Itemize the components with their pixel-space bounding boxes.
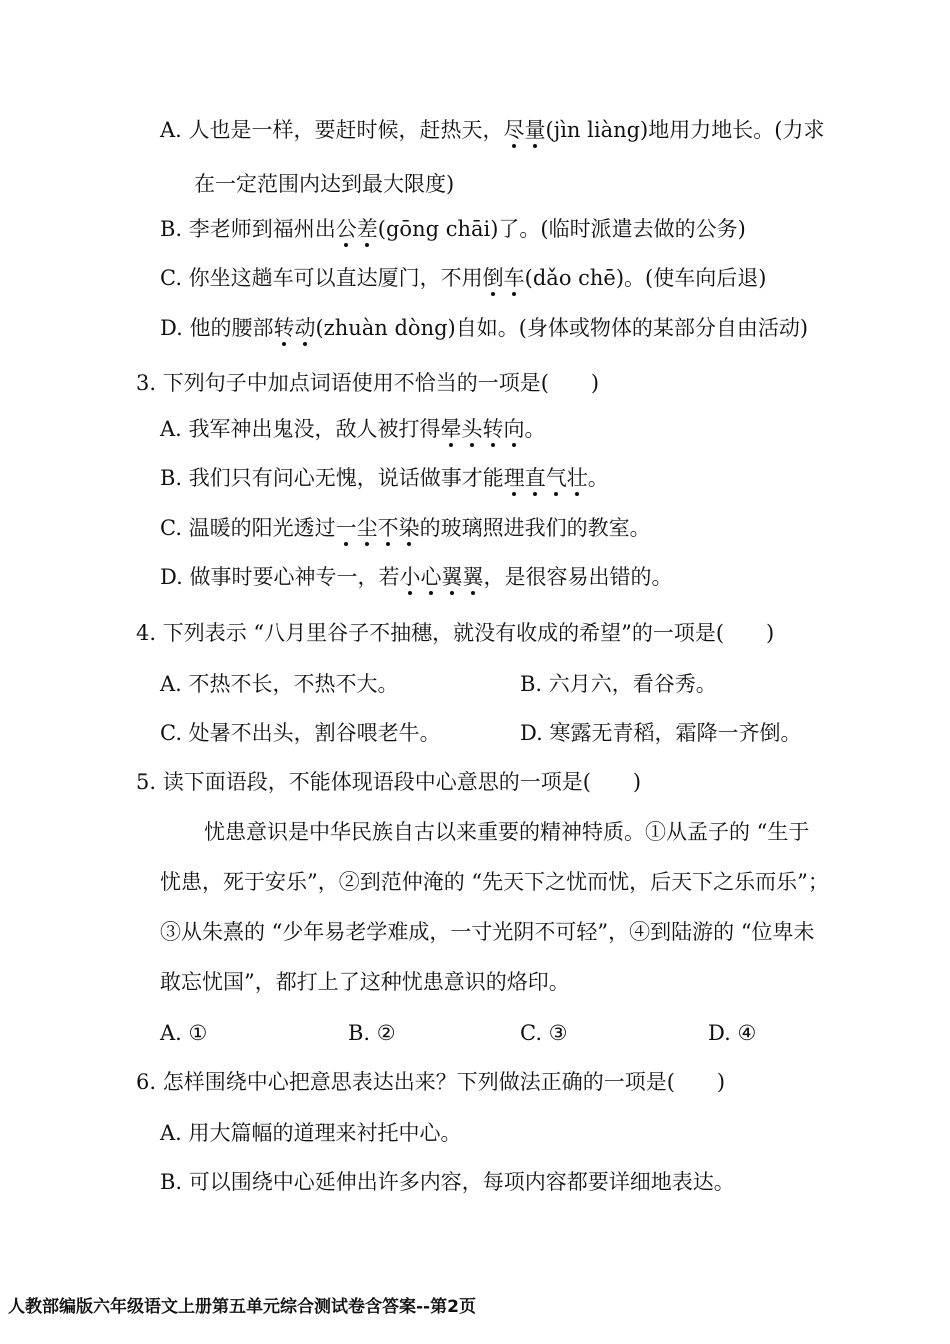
dotted-char: 壮 [566,466,588,490]
dotted-char: 染 [398,516,420,540]
q3-stem: 3. 下列句子中加点词语使用不恰当的一项是( ) [136,371,600,395]
dotted-char: 倒 [482,266,504,290]
dotted-char: 气 [545,466,567,490]
q2-option-a-line1: A. 人也是一样，要赶时候，赶热天，尽量(jìn liàng)地用力地长。(力求 [160,118,825,142]
q3-option-c: C. 温暖的阳光透过一尘不染的玻璃照进我们的教室。 [160,516,651,540]
q5-stem: 5. 读下面语段，不能体现语段中心意思的一项是( ) [136,770,642,794]
q5-passage-line: 敢忘忧国”，都打上了这种忧患意识的烙印。 [160,970,570,994]
q2-option-d: D. 他的腰部转动(zhuàn dòng)自如。(身体或物体的某部分自由活动) [160,316,809,340]
dotted-char: 一 [335,516,357,540]
q5-option-d: D. ④ [708,1021,757,1045]
dotted-char: 晕 [440,417,462,441]
dotted-char: 头 [461,417,483,441]
dotted-char: 不 [377,516,399,540]
dotted-char: 车 [503,266,525,290]
q4-option-c: C. 处暑不出头，割谷喂老牛。 [160,721,441,745]
dotted-char: 理 [503,466,525,490]
dotted-char: 直 [524,466,546,490]
dotted-char: 公 [335,217,357,241]
page-footer: 人教部编版六年级语文上册第五单元综合测试卷含答案--第2页 [8,1297,476,1317]
q3-option-d: D. 做事时要心神专一，若小心翼翼，是很容易出错的。 [160,565,673,589]
dotted-char: 小 [399,565,421,589]
q5-option-c: C. ③ [520,1021,568,1045]
dotted-char: 动 [294,316,316,340]
q4-option-a: A. 不热不长，不热不大。 [160,672,399,696]
dotted-char: 转 [482,417,504,441]
q5-passage-line: 忧患，死于安乐”，②到范仲淹的 “先天下之忧而忧，后天下之乐而乐”； [160,870,829,894]
dotted-char: 翼 [462,565,484,589]
q6-option-a: A. 用大篇幅的道理来衬托中心。 [160,1121,462,1145]
dotted-char: 向 [503,417,525,441]
q5-passage-line: 忧患意识是中华民族自古以来重要的精神特质。①从孟子的 “生于 [204,820,810,844]
dotted-char: 尘 [356,516,378,540]
q3-option-a: A. 我军神出鬼没，敌人被打得晕头转向。 [160,417,546,441]
dotted-char: 量 [524,118,546,142]
dotted-char: 翼 [441,565,463,589]
q3-option-b: B. 我们只有问心无愧，说话做事才能理直气壮。 [160,466,609,490]
q5-passage-line: ③从朱熹的 “少年易老学难成，一寸光阴不可轻”，④到陆游的 “位卑未 [160,920,815,944]
q4-option-b: B. 六月六，看谷秀。 [520,672,717,696]
q5-option-a: A. ① [160,1021,208,1045]
dotted-char: 尽 [503,118,525,142]
q6-option-b: B. 可以围绕中心延伸出许多内容，每项内容都要详细地表达。 [160,1170,735,1194]
q4-option-d: D. 寒露无青稻，霜降一齐倒。 [520,721,802,745]
dotted-char: 心 [420,565,442,589]
q2-option-a-line2: 在一定范围内达到最大限度) [194,172,455,196]
q2-option-b: B. 李老师到福州出公差(gōng chāi)了。(临时派遣去做的公务) [160,217,746,241]
q5-option-b: B. ② [348,1021,396,1045]
q4-stem: 4. 下列表示 “八月里谷子不抽穗，就没有收成的希望”的一项是( ) [136,621,775,645]
q2-option-c: C. 你坐这趟车可以直达厦门，不用倒车(dǎo chē)。(使车向后退) [160,266,767,290]
dotted-char: 差 [356,217,378,241]
q6-stem: 6. 怎样围绕中心把意思表达出来？下列做法正确的一项是( ) [136,1070,726,1094]
dotted-char: 转 [273,316,295,340]
